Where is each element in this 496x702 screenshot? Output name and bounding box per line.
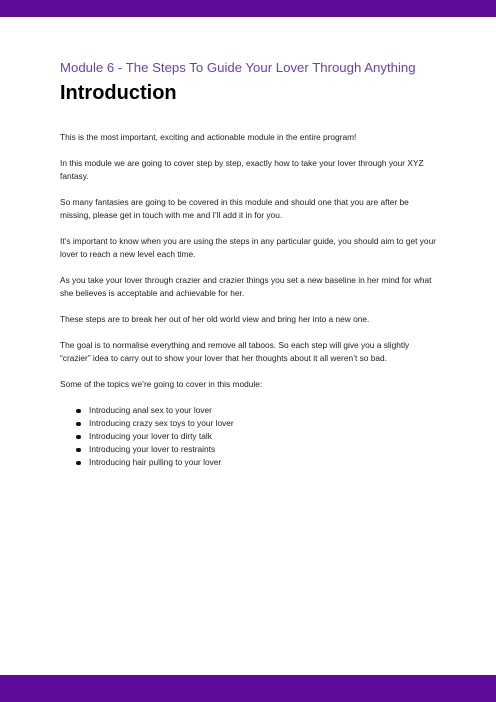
bullet-icon — [76, 435, 81, 440]
bullet-icon — [76, 461, 81, 466]
paragraph: It’s important to know when you are using the steps in any particular guide, you should aim to get your lover to reach a new level each time. — [60, 236, 436, 259]
list-item — [60, 430, 440, 443]
bullet-icon — [76, 422, 81, 427]
top-banner — [0, 0, 496, 17]
list-item-label: Introducing crazy sex toys to your lover — [89, 418, 234, 428]
paragraph: In this module we are going to cover step by step, exactly how to take your lover through your XYZ fantasy. — [60, 158, 424, 181]
body-text — [60, 131, 440, 391]
list-item — [60, 417, 440, 430]
list-item — [60, 404, 440, 417]
list-item-label: Introducing your lover to dirty talk — [89, 431, 212, 441]
list-item — [60, 443, 440, 456]
bottom-banner — [0, 675, 496, 702]
paragraph: Some of the topics we’re going to cover in this module: — [60, 379, 263, 389]
paragraph: These steps are to break her out of her old world view and bring her into a new one. — [60, 314, 370, 324]
topics-list — [60, 404, 440, 469]
paragraph: The goal is to normalise everything and remove all taboos. So each step will give you a slightly “crazier” idea to carry out to show your lover that her thoughts about it all weren’t so bad. — [60, 340, 410, 363]
module-subtitle: Module 6 - The Steps To Guide Your Lover Through Anything — [60, 60, 416, 75]
paragraph: This is the most important, exciting and actionable module in the entire program! — [60, 132, 357, 142]
list-item-label: Introducing hair pulling to your lover — [89, 457, 222, 467]
page-content — [60, 59, 440, 469]
bullet-icon — [76, 448, 81, 453]
bullet-icon — [76, 409, 81, 414]
list-item-label: Introducing your lover to restraints — [89, 444, 216, 454]
paragraph: So many fantasies are going to be covered in this module and should one that you are after be missing, please get in touch with me and I’ll add it in for you. — [60, 197, 409, 220]
paragraph: As you take your lover through crazier and crazier things you set a new baseline in her mind for what she believes is acceptable and achievable for her. — [60, 275, 432, 298]
list-item-label: Introducing anal sex to your lover — [89, 405, 212, 415]
list-item — [60, 456, 440, 469]
page-title: Introduction — [60, 82, 177, 104]
